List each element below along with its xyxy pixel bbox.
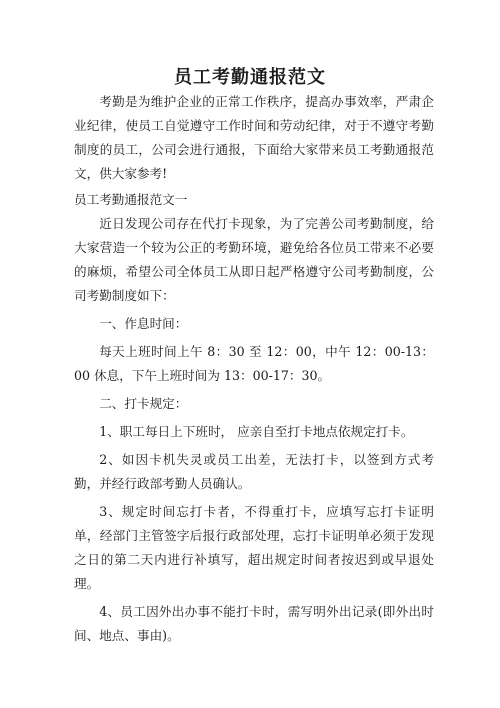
sample-heading: 员工考勤通报范文一	[74, 192, 188, 207]
intro-paragraph: 考勤是为维护企业的正常工作秩序，提高办事效率，严肃企业纪律，使员工自觉遵守工作时间和劳动纪律，对于不遵守考勤制度的员工，公司会进行通报，下面给大家带来员工考勤通报范文，供大家参考!	[74, 94, 434, 181]
rule-item: 2、如因卡机失灵或员工出差，无法打卡，以签到方式考勤，并经行政部考勤人员确认。	[74, 452, 434, 491]
section-heading-schedule: 一、作息时间：	[99, 316, 188, 331]
document-title: 员工考勤通报范文	[174, 67, 326, 88]
rule-item: 1、职工每日上下班时， 应亲自至打卡地点依规定打卡。	[99, 424, 414, 439]
sample-intro-paragraph: 近日发现公司存在代打卡现象，为了完善公司考勤制度，给大家营造一个较为公正的考勤环境，避免给各位员工带来不必要的麻烦，希望公司全体员工从即日起严格遵守公司考勤制度，公司考勤制度如下：	[74, 216, 434, 303]
section-heading-clock-rules: 二、打卡规定：	[99, 396, 188, 411]
document-body	[74, 90, 434, 648]
schedule-paragraph: 每天上班时间上午 8：30 至 12：00，中午 12：00-13：00 休息，下午上班时间为 13：00-17：30。	[74, 344, 434, 383]
rule-item: 3、规定时间忘打卡者，不得重打卡，应填写忘打卡证明单，经部门主管签字后报行政部处理，忘打卡证明单必须于发现之日的第二天内进行补填写，超出规定时间者按迟到或早退处理。	[74, 504, 434, 591]
rule-item: 4、员工因外出办事不能打卡时，需写明外出记录(即外出时间、地点、事由)。	[74, 604, 434, 643]
